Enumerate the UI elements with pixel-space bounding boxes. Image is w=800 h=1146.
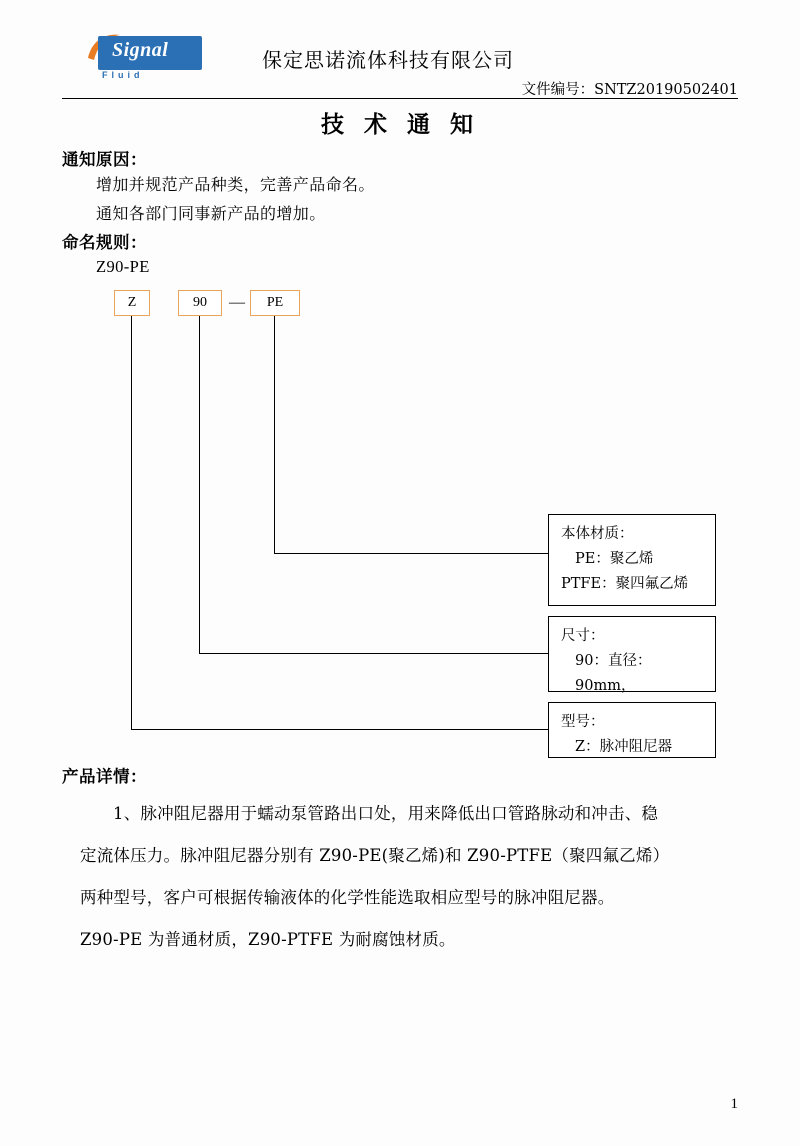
detail-paragraph-line: 定流体压力。脉冲阻尼器分别有 Z90-PE(聚乙烯)和 Z90-PTFE（聚四氟乙烯） — [80, 846, 670, 865]
description-line: PE：聚乙烯 — [575, 551, 654, 567]
product-detail-label: 产品详情： — [62, 767, 147, 786]
page-title: 技 术 通 知 — [320, 111, 480, 138]
company-name: 保定思诺流体科技有限公司 — [262, 48, 514, 72]
document-header — [62, 26, 738, 96]
logo-sub-text: Fluid — [102, 70, 144, 80]
document-number: 文件编号：SNTZ20190502401 — [521, 82, 738, 98]
naming-rule-diagram — [62, 282, 738, 762]
page-number: 1 — [730, 1096, 738, 1112]
naming-example-code: Z90-PE — [96, 257, 150, 276]
leader-line-pe-vertical — [274, 316, 275, 554]
description-box-model — [548, 702, 716, 758]
description-box-size — [548, 616, 716, 692]
naming-rule-label: 命名规则： — [62, 233, 147, 252]
description-title: 尺寸： — [561, 628, 605, 644]
reason-line: 增加并规范产品种类，完善产品命名。 — [96, 175, 375, 194]
code-segment-pe: PE — [250, 290, 300, 316]
code-separator: — — [229, 294, 245, 311]
leader-line-90-horizontal — [199, 653, 548, 654]
logo-main-text: Signal — [112, 39, 169, 61]
company-logo — [86, 30, 206, 78]
leader-line-z-horizontal — [131, 729, 548, 730]
detail-paragraph-line: 两种型号，客户可根据传输液体的化学性能选取相应型号的脉冲阻尼器。 — [80, 888, 615, 907]
leader-line-90-vertical — [199, 316, 200, 654]
code-segment-90: 90 — [178, 290, 222, 316]
logo-badge — [98, 36, 202, 70]
description-title: 型号： — [561, 714, 605, 730]
description-title: 本体材质： — [561, 526, 634, 542]
leader-line-z-vertical — [131, 316, 132, 730]
description-line: PTFE：聚四氟乙烯 — [561, 576, 689, 592]
leader-line-pe-horizontal — [274, 553, 548, 554]
detail-paragraph-line: Z90-PE 为普通材质，Z90-PTFE 为耐腐蚀材质。 — [80, 930, 456, 949]
description-line: 90：直径：90mm， — [575, 653, 652, 694]
description-box-material — [548, 514, 716, 606]
description-line: Z：脉冲阻尼器 — [575, 739, 673, 755]
reason-line: 通知各部门同事新产品的增加。 — [96, 204, 326, 223]
detail-paragraph-line: 1、脉冲阻尼器用于蠕动泵管路出口处，用来降低出口管路脉动和冲击、稳 — [113, 804, 659, 823]
reason-section-label: 通知原因： — [62, 150, 147, 169]
code-segment-z: Z — [114, 290, 150, 316]
header-divider — [62, 98, 738, 99]
